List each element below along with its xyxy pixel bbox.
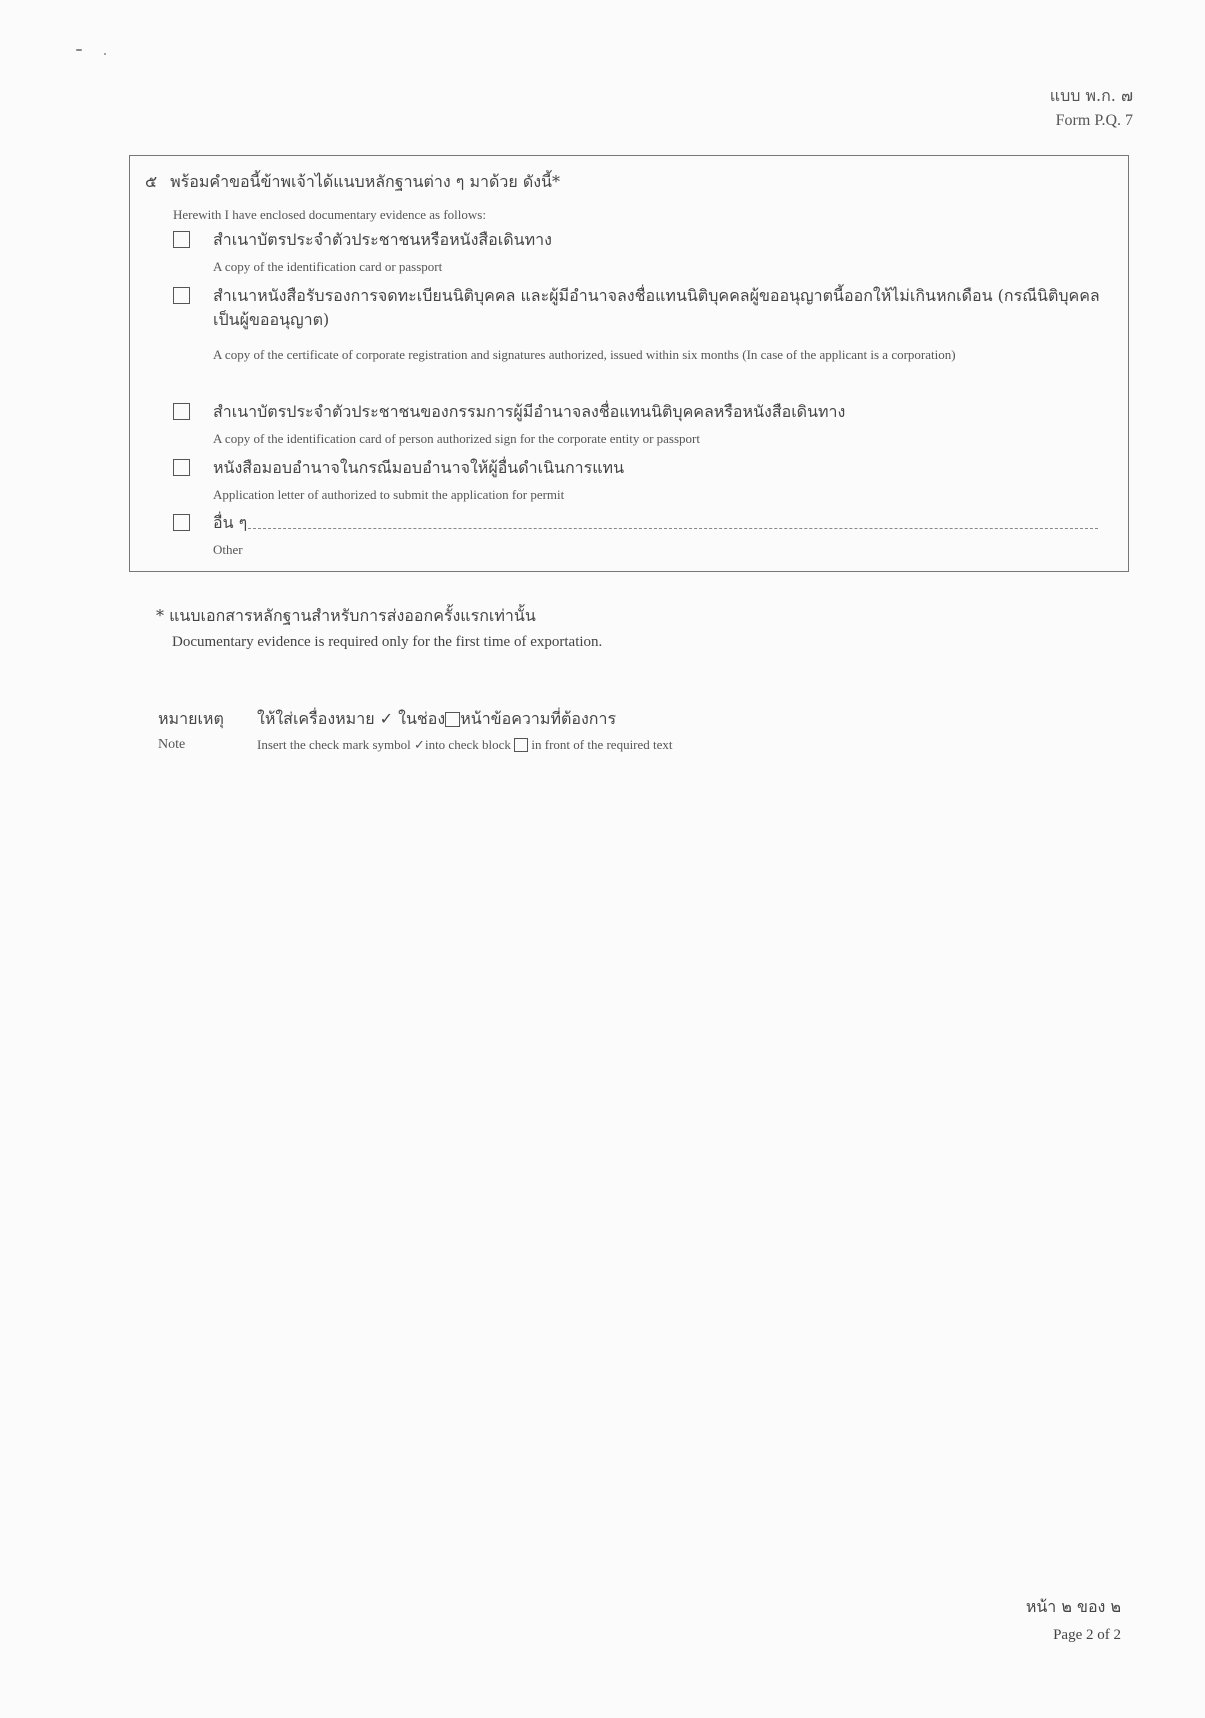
id-card-checkbox[interactable] [173, 231, 190, 248]
page-number-thai: หน้า ๒ ของ ๒ [1025, 1597, 1121, 1616]
form-code-thai: แบบ พ.ก. ๗ [1049, 86, 1133, 105]
note-label-thai: หมายเหตุ [158, 709, 224, 728]
item-label-thai: สำเนาบัตรประจำตัวประชาชนหรือหนังสือเดินทาง [213, 230, 552, 249]
section-heading-english: Herewith I have enclosed documentary evidence as follows: [173, 207, 486, 222]
note-thai-part3: หน้าข้อความที่ต้องการ [460, 709, 617, 728]
form-code [1050, 84, 1133, 134]
evidence-item-other [173, 511, 1118, 567]
other-checkbox[interactable] [173, 514, 190, 531]
section-heading [145, 170, 560, 195]
evidence-item-corporate-certificate [173, 284, 1118, 394]
item-label-thai: สำเนาหนังสือรับรองการจดทะเบียนนิติบุคคล และผู้มีอำนาจลงชื่อแทนนิติบุคคลผู้ขออนุญาตนี้ออกให้ไม่เกินหกเดือน (กรณีนิติบุคคลเป็นผู้ขออนุญาต) [213, 286, 1100, 329]
item-label-english: A copy of the certificate of corporate registration and signatures authorized, issued within six months (In case of the applicant is a corporation) [213, 347, 956, 362]
item-label-thai: อื่น ๆ [213, 513, 248, 532]
item-label-english: Other [213, 542, 243, 557]
note-english-part2: into check block [424, 737, 511, 752]
note [158, 707, 958, 767]
note-english-part1: Insert the check mark symbol [257, 737, 411, 752]
note-thai-part1: ให้ใส่เครื่องหมาย [257, 709, 375, 728]
other-fill-line[interactable] [248, 528, 1098, 529]
item-label-english: Application letter of authorized to submit the application for permit [213, 487, 565, 502]
footnote [156, 603, 602, 655]
scan-speck [76, 49, 82, 51]
evidence-item-power-of-attorney [173, 456, 1118, 512]
page-number-english: Page 2 of 2 [1053, 1627, 1121, 1643]
check-block-icon [445, 712, 460, 727]
check-block-icon [514, 738, 528, 752]
evidence-item-director-id [173, 400, 1118, 456]
item-label-thai: สำเนาบัตรประจำตัวประชาชนของกรรมการผู้มีอำนาจลงชื่อแทนนิติบุคคลหรือหนังสือเดินทาง [213, 402, 846, 421]
item-label-english: A copy of the identification card of person authorized sign for the corporate entity or passport [213, 431, 700, 446]
note-label-english: Note [158, 737, 186, 752]
scan-speck [104, 53, 106, 55]
power-of-attorney-checkbox[interactable] [173, 459, 190, 476]
page-number [1026, 1593, 1121, 1649]
note-english-part3: in front of the required text [531, 737, 673, 752]
note-thai-part2: ในช่อง [398, 709, 446, 728]
section-number: ๕ [145, 172, 158, 191]
evidence-item-id-card [173, 228, 1118, 284]
form-code-english: Form P.Q. 7 [1055, 112, 1133, 129]
evidence-section [129, 155, 1129, 572]
corporate-certificate-checkbox[interactable] [173, 287, 190, 304]
section-heading-thai: พร้อมคำขอนี้ข้าพเจ้าได้แนบหลักฐานต่าง ๆ มาด้วย ดังนี้* [170, 172, 560, 191]
check-mark-icon: ✓ [414, 737, 425, 752]
footnote-thai: * แนบเอกสารหลักฐานสำหรับการส่งออกครั้งแรกเท่านั้น [156, 606, 536, 625]
item-label-thai: หนังสือมอบอำนาจในกรณีมอบอำนาจให้ผู้อื่นดำเนินการแทน [213, 458, 625, 477]
director-id-checkbox[interactable] [173, 403, 190, 420]
note-text-thai [257, 707, 616, 732]
check-mark-icon: ✓ [379, 709, 394, 728]
item-label-english: A copy of the identification card or passport [213, 259, 443, 274]
note-text-english [257, 737, 673, 753]
footnote-english: Documentary evidence is required only for the first time of exportation. [172, 634, 603, 650]
